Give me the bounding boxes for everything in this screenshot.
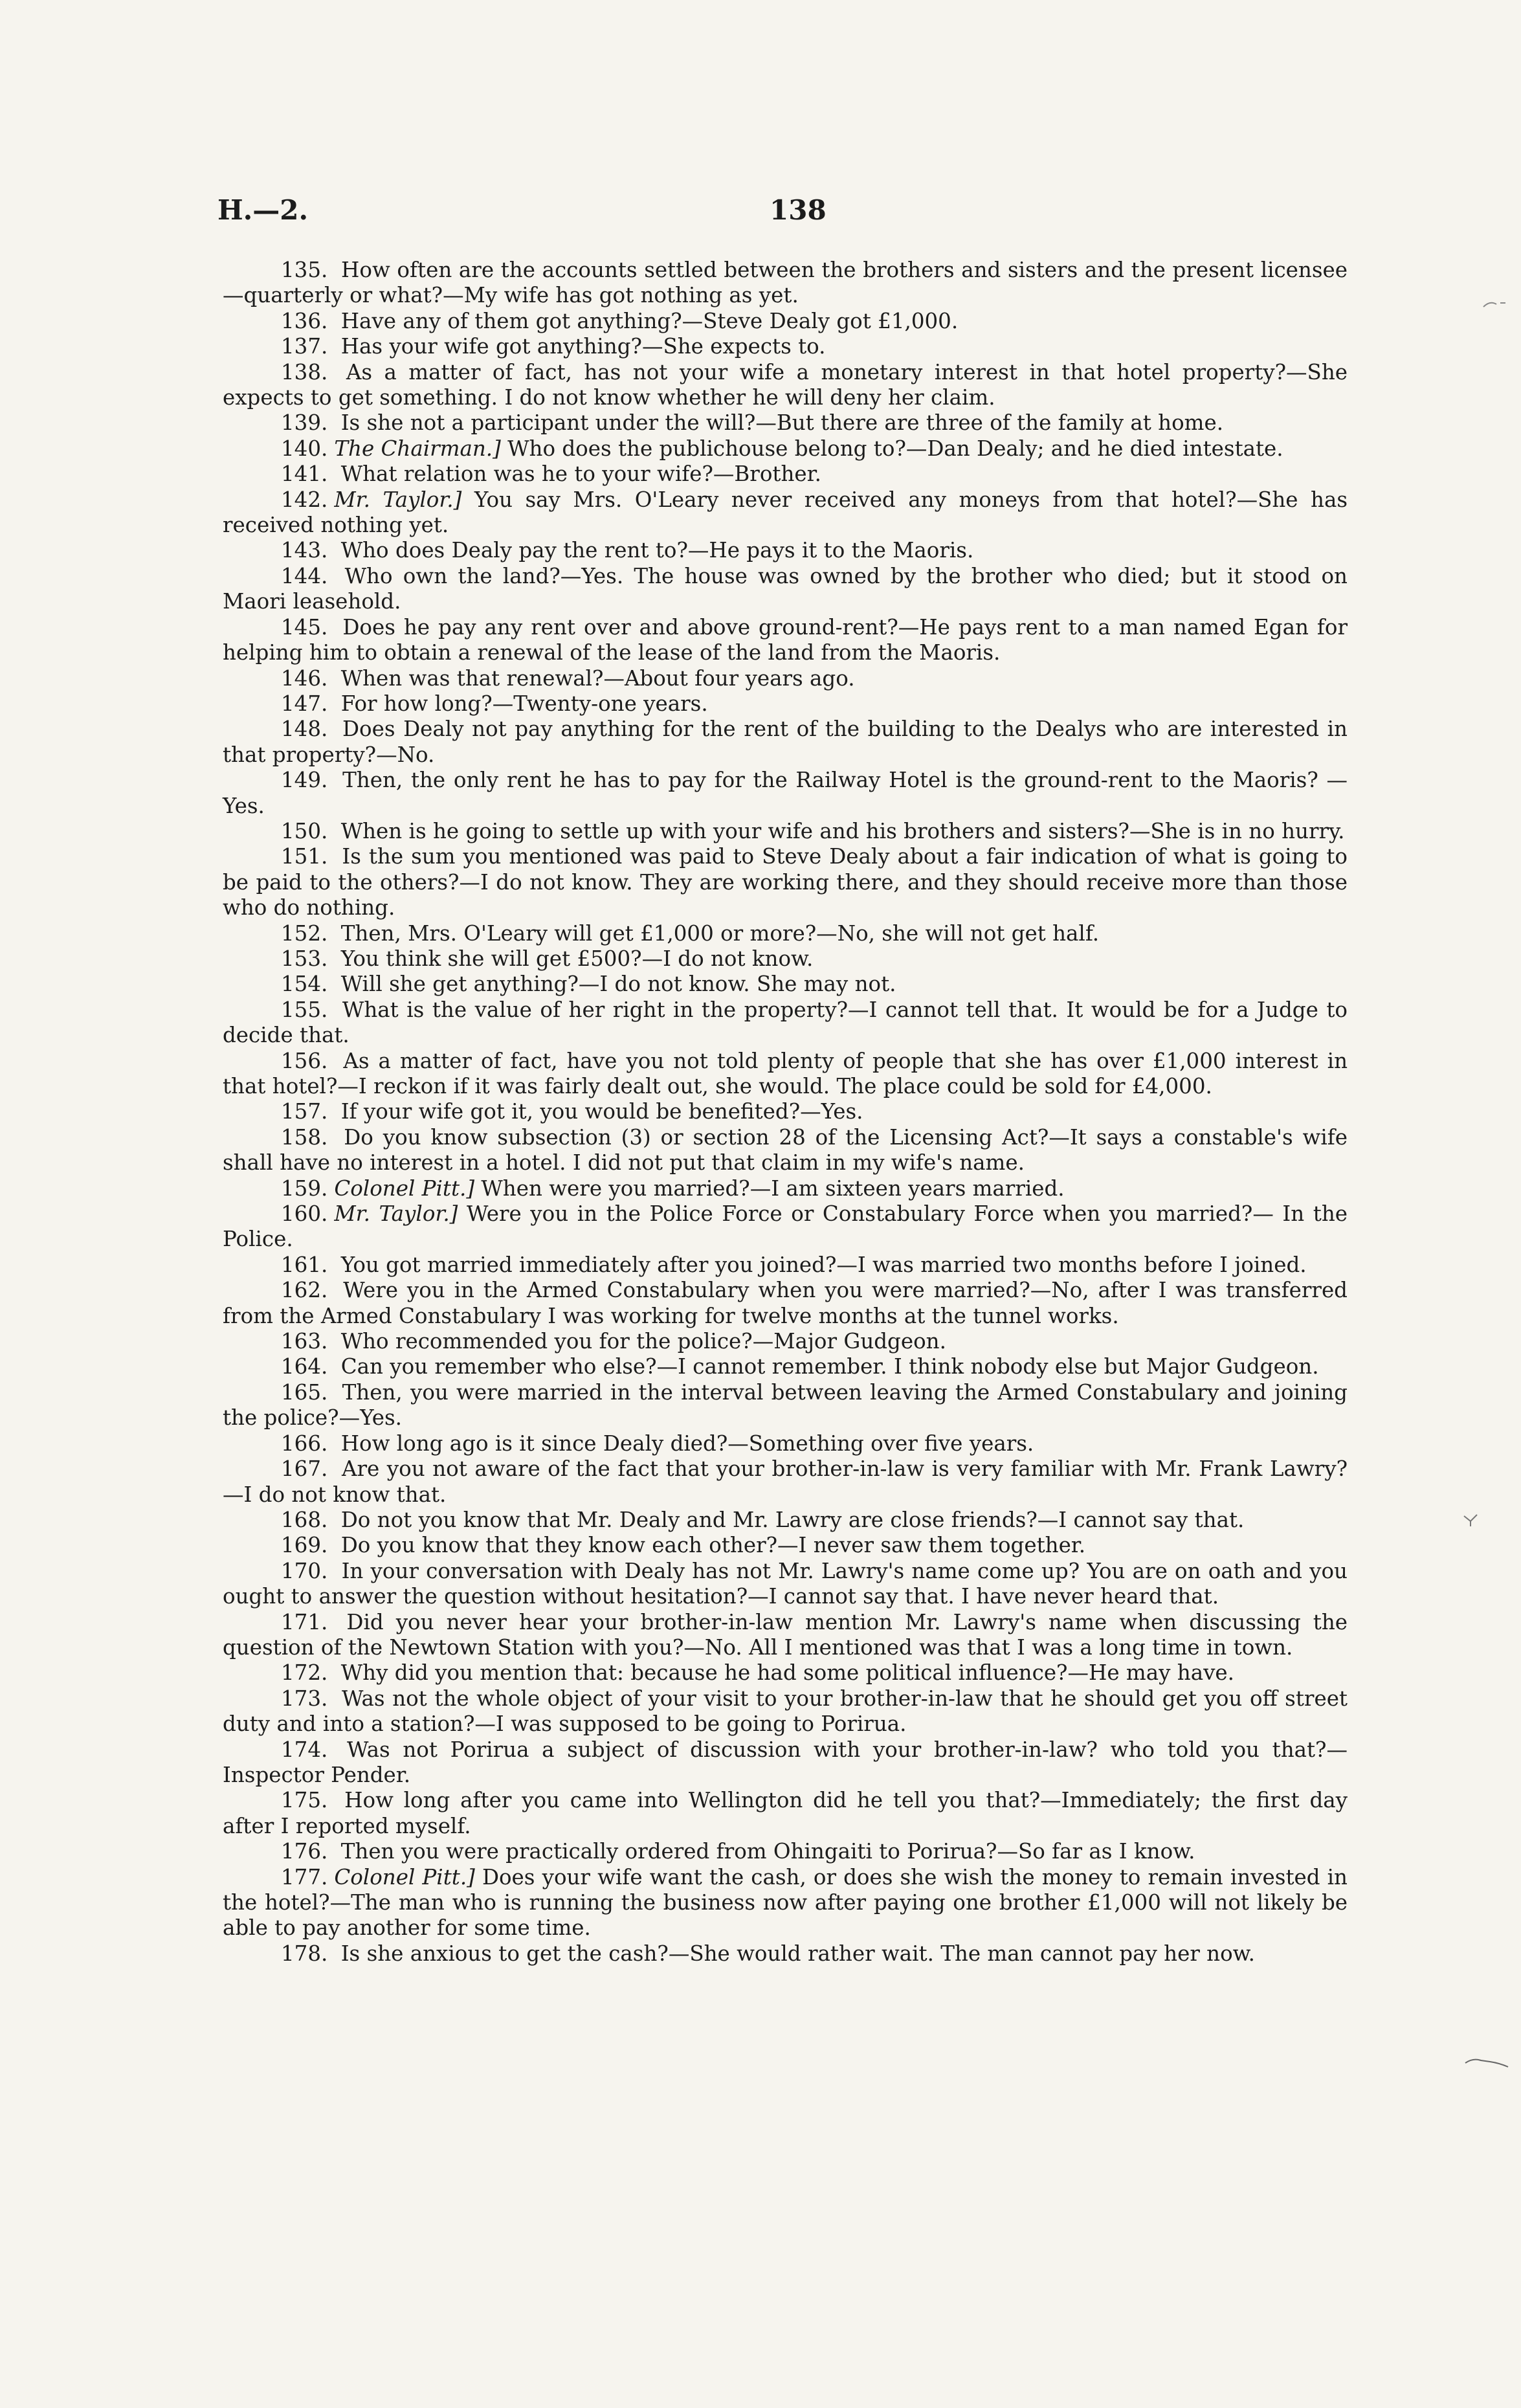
testimony-text: For how long?—Twenty-one years. bbox=[340, 691, 708, 716]
testimony-text: You think she will get £500?—I do not know. bbox=[340, 946, 814, 971]
question-number: 177. bbox=[281, 1864, 328, 1890]
question-number: 144. bbox=[281, 563, 328, 588]
question-number: 156. bbox=[281, 1048, 328, 1073]
testimony-text: Have any of them got anything?—Steve Dealy got £1,000. bbox=[340, 308, 959, 333]
question-number: 152. bbox=[281, 920, 328, 946]
testimony-text: Were you in the Armed Constabulary when you were married?—No, after I was transferred from the Armed Constabulary I was working for twelve months at the tunnel works. bbox=[223, 1278, 1348, 1328]
testimony-paragraph bbox=[223, 1610, 1348, 1661]
testimony-paragraph bbox=[223, 1253, 1348, 1278]
testimony-text: As a matter of fact, has not your wife a monetary interest in that hotel property?—She expects to get something. I do not know whether he will deny her claim. bbox=[223, 359, 1348, 410]
margin-scan-mark bbox=[1482, 298, 1508, 311]
speaker-label: Colonel Pitt.] bbox=[334, 1864, 475, 1890]
question-number: 160. bbox=[281, 1201, 328, 1227]
testimony-paragraph bbox=[223, 1508, 1348, 1533]
testimony-paragraph bbox=[223, 1431, 1348, 1456]
question-number: 164. bbox=[281, 1354, 328, 1379]
testimony-text: Will she get anything?—I do not know. She may not. bbox=[340, 972, 896, 997]
testimony-text: Is she anxious to get the cash?—She would rather wait. The man cannot pay her now. bbox=[340, 1941, 1255, 1966]
question-number: 175. bbox=[281, 1788, 328, 1813]
testimony-text: As a matter of fact, have you not told plenty of people that she has over £1,000 interest in that hotel?—I reckon if it was fairly dealt out, she would. The place could be sold for £4,000. bbox=[223, 1048, 1348, 1098]
testimony-body bbox=[223, 258, 1348, 1967]
testimony-text: Who does Dealy pay the rent to?—He pays it to the Maoris. bbox=[340, 538, 974, 563]
testimony-paragraph bbox=[223, 462, 1348, 487]
question-number: 165. bbox=[281, 1379, 328, 1405]
testimony-text: In your conversation with Dealy has not Mr. Lawry's name come up? You are on oath and you ought to answer the question without hesitation?—I cannot say that. I have never heard that. bbox=[223, 1558, 1348, 1609]
question-number: 140. bbox=[281, 436, 328, 461]
testimony-text: Are you not aware of the fact that your brother-in-law is very familiar with Mr. Frank Lawry?—I do not know that. bbox=[223, 1456, 1348, 1507]
testimony-paragraph bbox=[223, 1329, 1348, 1354]
question-number: 158. bbox=[281, 1124, 328, 1150]
margin-scan-mark bbox=[1461, 1512, 1481, 1528]
testimony-paragraph bbox=[223, 334, 1348, 359]
testimony-paragraph bbox=[223, 998, 1348, 1049]
testimony-text: Then, you were married in the interval between leaving the Armed Constabulary and joining the police?—Yes. bbox=[223, 1379, 1348, 1431]
question-number: 170. bbox=[281, 1558, 328, 1583]
testimony-paragraph bbox=[223, 1380, 1348, 1431]
question-number: 178. bbox=[281, 1941, 328, 1966]
question-number: 169. bbox=[281, 1533, 328, 1558]
testimony-paragraph bbox=[223, 768, 1348, 819]
testimony-paragraph bbox=[223, 972, 1348, 997]
testimony-paragraph bbox=[223, 487, 1348, 539]
testimony-paragraph bbox=[223, 1099, 1348, 1124]
testimony-text: Then, the only rent he has to pay for the Railway Hotel is the ground-rent to the Maoris? —Yes. bbox=[223, 768, 1348, 818]
testimony-paragraph bbox=[223, 1941, 1348, 1967]
testimony-text: Was not the whole object of your visit to your brother-in-law that he should get you off street duty and into a station?—I was supposed to be going to Porirua. bbox=[223, 1686, 1348, 1737]
question-number: 150. bbox=[281, 818, 328, 843]
testimony-text: What relation was he to your wife?—Brother. bbox=[340, 462, 821, 487]
testimony-text: Do not you know that Mr. Dealy and Mr. Lawry are close friends?—I cannot say that. bbox=[340, 1507, 1245, 1532]
testimony-text: You got married immediately after you joined?—I was married two months before I joined. bbox=[340, 1252, 1307, 1277]
question-number: 174. bbox=[281, 1737, 328, 1762]
testimony-text: Has your wife got anything?—She expects to. bbox=[340, 334, 826, 359]
question-number: 136. bbox=[281, 308, 328, 333]
testimony-text: When was that renewal?—About four years ago. bbox=[340, 665, 855, 691]
question-number: 176. bbox=[281, 1839, 328, 1864]
testimony-paragraph bbox=[223, 1865, 1348, 1941]
testimony-text: You say Mrs. O'Leary never received any moneys from that hotel?—She has received nothing yet. bbox=[223, 487, 1348, 538]
testimony-text: How long ago is it since Dealy died?—Something over five years. bbox=[340, 1431, 1034, 1456]
speaker-label: The Chairman.] bbox=[334, 436, 501, 461]
testimony-paragraph bbox=[223, 946, 1348, 972]
testimony-paragraph bbox=[223, 258, 1348, 309]
testimony-paragraph bbox=[223, 691, 1348, 717]
testimony-paragraph bbox=[223, 1533, 1348, 1558]
testimony-paragraph bbox=[223, 615, 1348, 666]
question-number: 154. bbox=[281, 972, 328, 997]
question-number: 173. bbox=[281, 1686, 328, 1711]
testimony-paragraph bbox=[223, 309, 1348, 334]
testimony-paragraph bbox=[223, 410, 1348, 436]
question-number: 157. bbox=[281, 1099, 328, 1124]
testimony-paragraph bbox=[223, 1737, 1348, 1789]
question-number: 153. bbox=[281, 946, 328, 971]
question-number: 135. bbox=[281, 258, 328, 282]
testimony-paragraph bbox=[223, 1456, 1348, 1508]
question-number: 159. bbox=[281, 1176, 328, 1201]
document-reference: H.—2. bbox=[217, 194, 309, 226]
testimony-paragraph bbox=[223, 717, 1348, 768]
testimony-paragraph bbox=[223, 1278, 1348, 1329]
testimony-text: Can you remember who else?—I cannot remember. I think nobody else but Major Gudgeon. bbox=[340, 1354, 1319, 1379]
question-number: 143. bbox=[281, 538, 328, 563]
testimony-text: Does he pay any rent over and above ground-rent?—He pays rent to a man named Egan for helping him to obtain a renewal of the lease of the land from the Maoris. bbox=[223, 614, 1348, 665]
testimony-paragraph bbox=[223, 1686, 1348, 1737]
testimony-paragraph bbox=[223, 360, 1348, 411]
testimony-paragraph bbox=[223, 844, 1348, 920]
testimony-text: Was not Porirua a subject of discussion with your brother-in-law? who told you that?— Inspector Pender. bbox=[223, 1737, 1348, 1787]
question-number: 137. bbox=[281, 334, 328, 359]
testimony-paragraph bbox=[223, 1788, 1348, 1839]
testimony-paragraph bbox=[223, 1354, 1348, 1379]
question-number: 162. bbox=[281, 1278, 328, 1303]
testimony-text: Who does the publichouse belong to?—Dan Dealy; and he died intestate. bbox=[507, 436, 1283, 461]
testimony-text: Who own the land?—Yes. The house was owned by the brother who died; but it stood on Maori leasehold. bbox=[223, 563, 1348, 614]
testimony-paragraph bbox=[223, 1201, 1348, 1253]
testimony-paragraph bbox=[223, 1125, 1348, 1176]
question-number: 167. bbox=[281, 1456, 328, 1482]
speaker-label: Colonel Pitt.] bbox=[334, 1176, 475, 1201]
testimony-text: Do you know that they know each other?—I never saw them together. bbox=[340, 1533, 1086, 1558]
testimony-text: Does your wife want the cash, or does she wish the money to remain invested in the hotel?—The man who is running the business now after paying one brother £1,000 will not likely be able to pay another for some time. bbox=[223, 1864, 1348, 1941]
testimony-text: Who recommended you for the police?—Major Gudgeon. bbox=[340, 1329, 946, 1354]
margin-scan-mark bbox=[1464, 2054, 1509, 2069]
testimony-text: What is the value of her right in the property?—I cannot tell that. It would be for a Judge to decide that. bbox=[223, 997, 1348, 1048]
question-number: 168. bbox=[281, 1507, 328, 1532]
testimony-paragraph bbox=[223, 564, 1348, 615]
testimony-paragraph bbox=[223, 538, 1348, 563]
testimony-paragraph bbox=[223, 819, 1348, 844]
testimony-paragraph bbox=[223, 666, 1348, 691]
question-number: 149. bbox=[281, 768, 328, 793]
question-number: 161. bbox=[281, 1252, 328, 1277]
question-number: 163. bbox=[281, 1329, 328, 1354]
testimony-text: Do you know subsection (3) or section 28 of the Licensing Act?—It says a constable's wife shall have no interest in a hotel. I did not put that claim in my wife's name. bbox=[223, 1124, 1348, 1176]
question-number: 151. bbox=[281, 844, 328, 869]
question-number: 172. bbox=[281, 1660, 328, 1686]
testimony-text: When were you married?—I am sixteen years married. bbox=[481, 1176, 1065, 1201]
testimony-text: Is she not a participant under the will?—But there are three of the family at home. bbox=[340, 410, 1224, 436]
testimony-paragraph bbox=[223, 1839, 1348, 1864]
testimony-paragraph bbox=[223, 1660, 1348, 1686]
testimony-text: Were you in the Police Force or Constabulary Force when you married?— In the Police. bbox=[223, 1201, 1348, 1252]
question-number: 139. bbox=[281, 410, 328, 436]
testimony-text: Did you never hear your brother-in-law mention Mr. Lawry's name when discussing the question of the Newtown Station with you?—No. All I mentioned was that I was a long time in town. bbox=[223, 1609, 1348, 1660]
question-number: 166. bbox=[281, 1431, 328, 1456]
question-number: 171. bbox=[281, 1609, 328, 1634]
testimony-paragraph bbox=[223, 1049, 1348, 1100]
question-number: 146. bbox=[281, 665, 328, 691]
testimony-paragraph bbox=[223, 1176, 1348, 1201]
question-number: 141. bbox=[281, 462, 328, 487]
testimony-text: Then, Mrs. O'Leary will get £1,000 or more?—No, she will not get half. bbox=[340, 920, 1100, 946]
testimony-text: Is the sum you mentioned was paid to Steve Dealy about a fair indication of what is going to be paid to the others?—I do not know. They are working there, and they should receive more than those who do nothing. bbox=[223, 844, 1348, 920]
question-number: 145. bbox=[281, 614, 328, 640]
testimony-paragraph bbox=[223, 1559, 1348, 1610]
testimony-text: Why did you mention that: because he had some political influence?—He may have. bbox=[340, 1660, 1235, 1686]
question-number: 142. bbox=[281, 487, 328, 512]
testimony-paragraph bbox=[223, 436, 1348, 462]
question-number: 147. bbox=[281, 691, 328, 716]
testimony-text: How often are the accounts settled between the brothers and sisters and the present licensee—quarterly or what?—My wife has got nothing as yet. bbox=[223, 258, 1348, 308]
testimony-text: Does Dealy not pay anything for the rent of the building to the Dealys who are interested in that property?—No. bbox=[223, 717, 1348, 767]
testimony-text: When is he going to settle up with your wife and his brothers and sisters?—She is in no hurry. bbox=[340, 818, 1345, 843]
question-number: 155. bbox=[281, 997, 328, 1022]
testimony-text: How long after you came into Wellington did he tell you that?—Immediately; the first day after I reported myself. bbox=[223, 1788, 1348, 1838]
speaker-label: Mr. Taylor.] bbox=[334, 1201, 458, 1227]
question-number: 148. bbox=[281, 717, 328, 742]
question-number: 138. bbox=[281, 359, 328, 385]
testimony-text: Then you were practically ordered from Ohingaiti to Porirua?—So far as I know. bbox=[340, 1839, 1195, 1864]
testimony-text: If your wife got it, you would be benefited?—Yes. bbox=[340, 1099, 863, 1124]
page-header bbox=[217, 194, 1350, 233]
testimony-paragraph bbox=[223, 921, 1348, 946]
page-number: 138 bbox=[770, 194, 827, 226]
speaker-label: Mr. Taylor.] bbox=[334, 487, 462, 512]
